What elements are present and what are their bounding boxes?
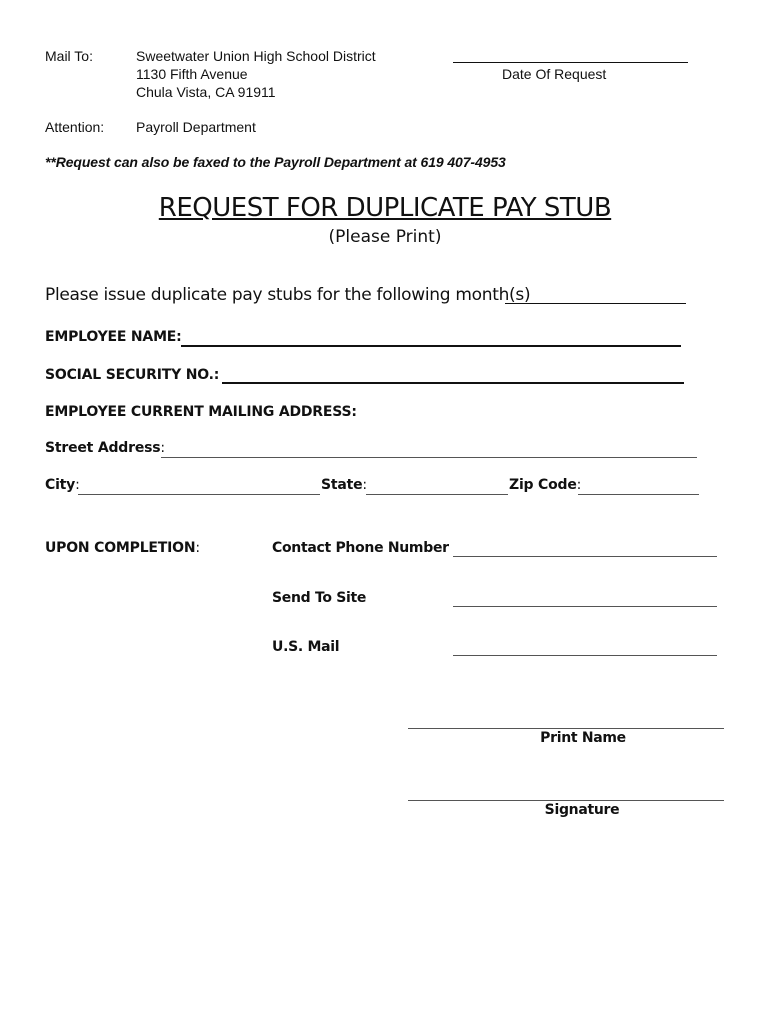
form-title: REQUEST FOR DUPLICATE PAY STUB — [158, 193, 612, 223]
option-us-mail-label: U.S. Mail — [272, 639, 340, 655]
us-mail-line[interactable] — [453, 655, 717, 656]
city-colon: : — [75, 477, 80, 493]
form-subtitle: (Please Print) — [328, 227, 442, 247]
attention-label: Attention: — [45, 119, 105, 135]
employee-name-label: EMPLOYEE NAME: — [45, 329, 182, 345]
signature-line[interactable] — [408, 800, 724, 801]
mail-to-label: Mail To: — [45, 48, 93, 64]
option-contact-phone-label: Contact Phone Number — [272, 540, 449, 556]
ssn-label: SOCIAL SECURITY NO.: — [45, 367, 220, 383]
district-name: Sweetwater Union High School District — [136, 48, 376, 64]
street-address-line[interactable] — [161, 457, 697, 458]
street-address-colon: : — [160, 440, 165, 456]
ssn-line[interactable] — [222, 382, 684, 384]
print-name-label: Print Name — [540, 730, 626, 746]
date-of-request-line[interactable] — [453, 62, 688, 63]
street-address-label-text: Street Address — [45, 440, 161, 456]
state-label — [321, 477, 367, 493]
zip-code-line[interactable] — [578, 494, 699, 495]
date-of-request-label: Date Of Request — [502, 66, 607, 82]
fax-note: **Request can also be faxed to the Payroll Department at 619 407-4953 — [45, 154, 506, 170]
state-colon: : — [362, 477, 367, 493]
city-label — [45, 477, 80, 493]
state-label-text: State — [321, 477, 363, 493]
street-address-label — [45, 440, 165, 456]
city-line[interactable] — [78, 494, 320, 495]
employee-name-line[interactable] — [181, 345, 681, 347]
zip-code-label-text: Zip Code — [509, 477, 577, 493]
upon-completion-colon: : — [195, 540, 200, 556]
print-name-line[interactable] — [408, 728, 724, 729]
signature-label: Signature — [544, 802, 620, 818]
district-street: 1130 Fifth Avenue — [136, 66, 248, 82]
zip-code-label — [509, 477, 581, 493]
mailing-address-heading: EMPLOYEE CURRENT MAILING ADDRESS: — [45, 404, 357, 420]
option-send-to-site-label: Send To Site — [272, 590, 367, 606]
months-input-line[interactable] — [505, 303, 686, 304]
state-line[interactable] — [366, 494, 508, 495]
upon-completion-label-text: UPON COMPLETION — [45, 540, 196, 556]
attention-value: Payroll Department — [136, 119, 256, 135]
contact-phone-line[interactable] — [453, 556, 717, 557]
district-city: Chula Vista, CA 91911 — [136, 84, 276, 100]
zip-code-colon: : — [576, 477, 582, 493]
city-label-text: City — [45, 477, 76, 493]
months-prompt: Please issue duplicate pay stubs for the following month(s) — [45, 285, 531, 305]
send-to-site-line[interactable] — [453, 606, 717, 607]
upon-completion-label — [45, 540, 200, 556]
